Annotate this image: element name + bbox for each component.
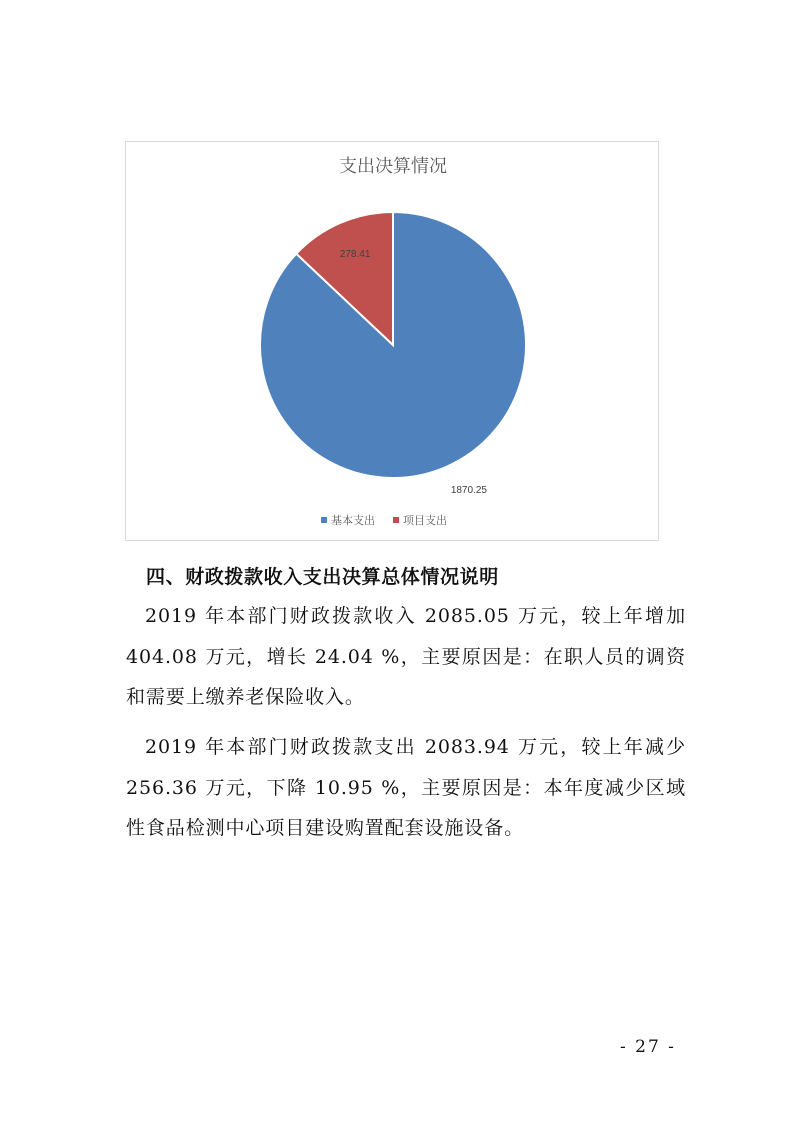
legend-swatch-2	[393, 517, 399, 523]
pie-data-label-1: 1870.25	[450, 484, 487, 496]
section-heading: 四、财政拨款收入支出决算总体情况说明	[146, 566, 499, 588]
expenditure-pie-chart	[125, 141, 659, 541]
page-number: - 27 -	[620, 1037, 676, 1057]
legend-label-1: 基本支出	[331, 514, 375, 527]
pie-data-label-2: 278.41	[339, 249, 371, 261]
chart-title: 支出决算情况	[339, 156, 447, 177]
paragraph-expenditure: 2019 年本部门财政拨款支出 2083.94 万元，较上年减少 256.36 万元，下降 10.95 %，主要原因是：本年度减少区域性食品检测中心项目建设购置配套设施设备。	[126, 736, 686, 839]
paragraph-income: 2019 年本部门财政拨款收入 2085.05 万元，较上年增加 404.08 万元，增长 24.04 %，主要原因是：在职人员的调资和需要上缴养老保险收入。	[126, 605, 686, 708]
legend-item-2	[393, 513, 447, 527]
legend-item-1	[321, 513, 375, 527]
legend-label-2: 项目支出	[403, 514, 447, 527]
pie-slices	[260, 212, 526, 478]
legend-swatch-1	[321, 517, 327, 523]
pie-chart-svg	[126, 142, 660, 542]
chart-legend	[321, 513, 447, 527]
